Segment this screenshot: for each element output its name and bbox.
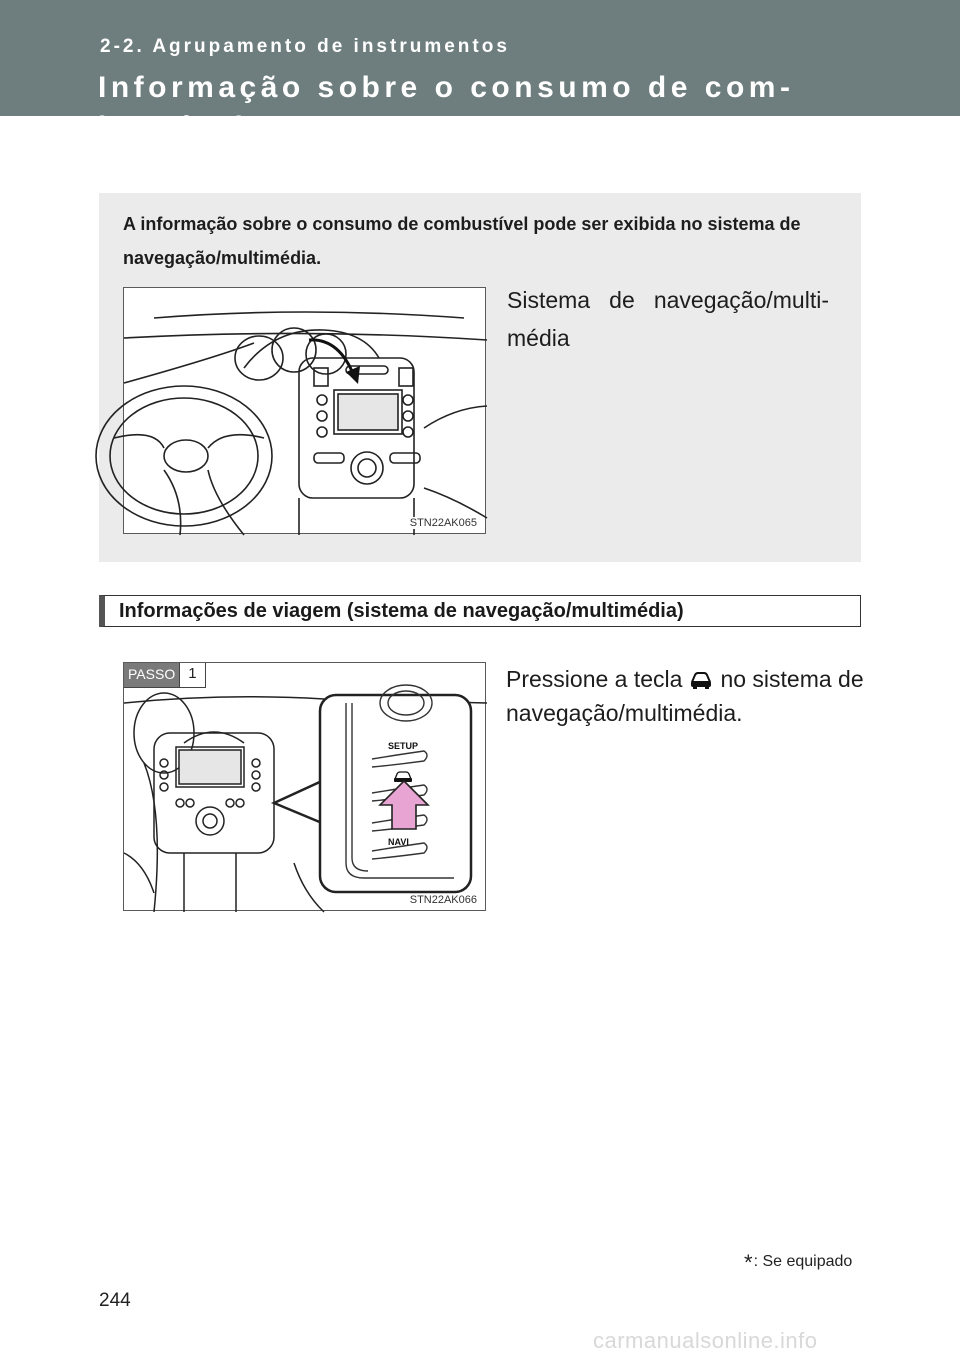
intro-text: A informação sobre o consumo de combustível pode ser exibida no sistema de navegação/multimédia. [123,214,801,268]
setup-label: SETUP [388,741,419,751]
page-header [0,0,960,144]
console-drawing [124,663,487,912]
page-number: 244 [99,1290,131,1311]
subheading [99,595,861,627]
console-illustration [123,662,486,911]
step-badge [124,663,206,688]
watermark: carmanualsonline.info [593,1328,818,1353]
step-text-before: Pressione a tecla [506,666,683,692]
step-badge-number: 1 [179,663,204,687]
section-label: 2-2. Agrupamento de instrumentos [100,36,510,57]
page-title [98,68,818,148]
intro-box [99,193,861,562]
step-instruction [506,662,866,730]
navi-label: NAVI [388,837,409,847]
equipped-mark: * [247,119,254,136]
footnote-mark: * [744,1250,753,1275]
dashboard-drawing [124,288,487,535]
dashboard-illustration [123,287,486,534]
figure-code: STN22AK066 [409,894,477,906]
car-icon [690,671,712,691]
footnote-text: : Se equipado [753,1253,853,1270]
figure-caption: Sistema de navegação/multi-média [507,287,829,351]
step-text-after: no sistema de navegação/multimédia. [506,666,864,726]
subheading-text: Informações de viagem (sistema de navegação/multimédia) [119,600,684,622]
footnote [744,1250,852,1276]
step-badge-word: PASSO [124,663,179,687]
page-title-text: Informação sobre o consumo de com-bustível [98,71,795,144]
figure-code: STN22AK065 [409,517,477,529]
